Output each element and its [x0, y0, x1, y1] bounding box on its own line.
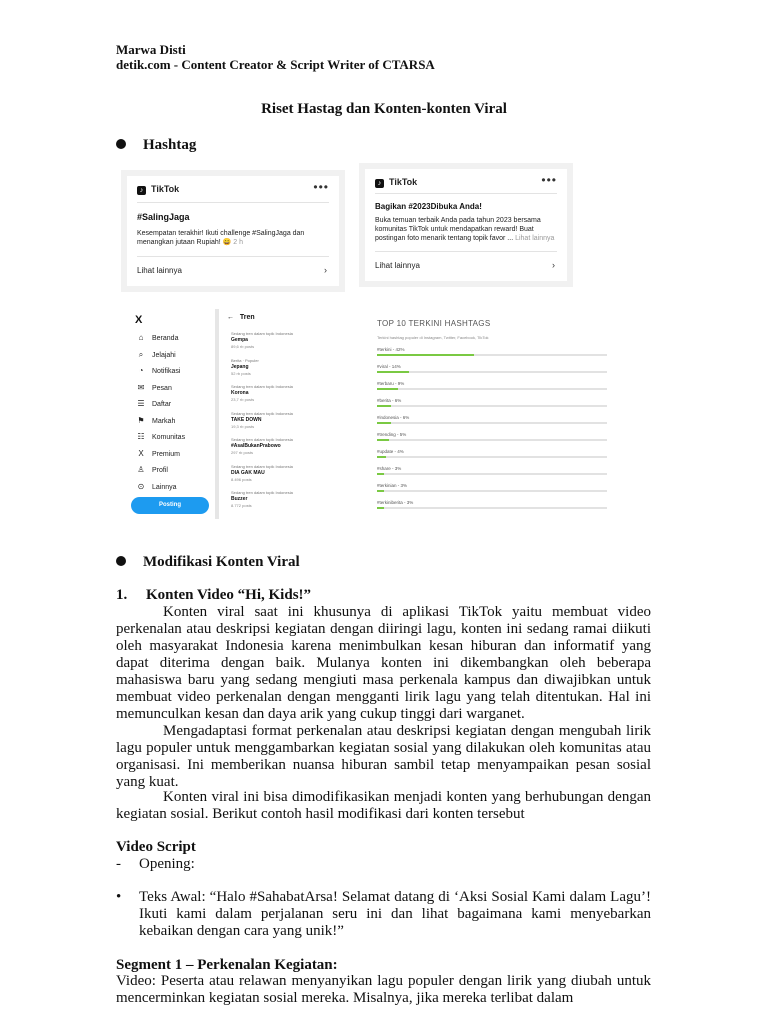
section-hashtag — [116, 137, 196, 154]
x-nav-item — [137, 482, 177, 491]
teks-awal: Teks Awal: “Halo #SahabatArsa! Selamat datang di ‘Aksi Sosial Kami dalam Lagu’! Ikuti kami dalam perjalanan seru ini dan lihat bagaimana kami menyebarkan kebaikan dengan cara yang unik!” — [139, 889, 651, 939]
chart-bar-label: #share - 3% — [377, 466, 402, 471]
tiktok-app-name: TikTok — [151, 184, 180, 194]
x-nav-item — [137, 399, 171, 408]
trend-header-label: Tren — [239, 314, 255, 321]
tiktok-logo-icon: ♪ — [137, 186, 146, 195]
video-script-heading: Video Script — [116, 839, 196, 855]
paragraph-1: Konten viral saat ini khusunya di aplikasi TikTok yaitu membuat video perkenalan atau deskripsi kegiatan dengan diiringi lagu, konten ini sedang ramai diikuti oleh masyarakat Indonesia karena menimbulkan kesan hiburan dan informatif yang dapat diterima dengan baik. Mulanya konten ini dikembangkan oleh beberapa mahasiswa baru yang sedang mengiuti masa perkenala kampus dan diwajibkan untuk membuat video perkenalan dengan mengganti lirik lagu yang telah ditentukan. Hal ini memunculkan kesan dan daya arik yang cukup tinggi dari warganet. — [116, 604, 651, 722]
x-post-button: Posting — [131, 497, 209, 514]
nav-icon: ◔ — [138, 366, 144, 375]
nav-label: Notifikasi — [152, 368, 181, 375]
x-nav-item — [137, 383, 172, 392]
nav-icon: ⊙ — [137, 481, 145, 491]
chart-bar-label: #berita - 6% — [377, 398, 402, 403]
section-modifikasi-label: Modifikasi Konten Viral — [143, 554, 300, 570]
nav-label: Pesan — [152, 384, 172, 392]
nav-label: Jelajahi — [152, 351, 176, 359]
more-options-icon: ••• — [541, 173, 557, 187]
chart-bar — [377, 456, 386, 458]
trend-category: Berita · Populer — [231, 357, 259, 363]
more-options-icon: ••• — [313, 180, 329, 194]
divider — [375, 193, 557, 194]
paragraph-2: Mengadaptasi format perkenalan atau deskripsi kegiatan dengan mengubah lirik lagu populer untuk menggambarkan kegiatan sosial yang dilakukan oleh komunitas atau organisasi. Ini memberikan nuansa hiburan sambil tetap menyampaikan pesan sosial yang kuat. — [116, 723, 651, 790]
chart-bar-track — [377, 422, 607, 424]
trend-category: Sedang tren dalam topik Indonesia — [231, 437, 293, 442]
chart-bar-row — [377, 466, 607, 475]
nav-label: Lainnya — [152, 483, 177, 491]
trend-name: TAKE DOWN — [231, 416, 262, 423]
chart-bar-row — [377, 449, 607, 458]
nav-icon: ☰ — [137, 399, 145, 408]
tiktok-description — [137, 229, 304, 247]
trend-count: 89,6 rb posts — [231, 344, 255, 349]
trend-header — [227, 314, 255, 321]
x-nav-item — [137, 416, 175, 425]
trend-category: Sedang tren dalam topik Indonesia — [231, 384, 293, 389]
trend-category: Sedang tren dalam topik Indonesia — [231, 410, 293, 416]
chart-bar — [377, 490, 384, 492]
nav-label: Daftar — [152, 401, 172, 408]
chart-title: TOP 10 TERKINI HASHTAGS — [377, 319, 491, 328]
chart-bar — [377, 473, 384, 475]
trend-count: 8.496 posts — [231, 476, 252, 482]
bullet-icon — [116, 139, 126, 149]
nav-label: Profil — [152, 467, 168, 474]
trend-name: DIA GAK MAU — [231, 469, 265, 476]
grin-emoji-icon: 😄 — [222, 239, 232, 246]
nav-icon: X — [138, 448, 144, 458]
author-name: Marwa Disti — [116, 42, 186, 57]
chart-bar-track — [377, 354, 607, 356]
chart-bar-track — [377, 439, 607, 441]
chart-bar — [377, 371, 409, 373]
chevron-right-icon: › — [324, 265, 327, 275]
chart-bar-row — [377, 483, 607, 492]
x-nav-item — [137, 366, 180, 375]
chart-bar-track — [377, 405, 607, 407]
nav-label: Komunitas — [152, 434, 186, 441]
chart-bar-track — [377, 388, 607, 390]
nav-icon: ♙ — [137, 465, 145, 474]
tiktok-card-saling-jaga — [127, 176, 339, 286]
scrollbar — [215, 309, 219, 519]
trend-category: Sedang tren dalam topik Indonesia — [231, 331, 293, 336]
tiktok-time: 2 h — [233, 239, 244, 246]
chevron-right-icon: › — [552, 260, 555, 270]
chart-bar — [377, 354, 474, 356]
trend-name: #AsalBukanPrabowo — [231, 443, 281, 449]
trend-name: Jepang — [231, 363, 249, 370]
chart-bar — [377, 422, 391, 424]
opening-dash: - — [116, 856, 121, 872]
segment-1-heading: Segment 1 – Perkenalan Kegiatan: — [116, 957, 338, 973]
chart-subtitle: Terkini hashtag populer di Instagram, Twitter, Facebook, TikTok — [377, 335, 489, 340]
tiktok-inline-more: Lihat lainnya — [515, 235, 555, 242]
chart-bar-row — [377, 381, 607, 390]
trend-category: Sedang tren dalam topik Indonesia — [231, 463, 293, 469]
chart-bar-label: #terkiniberita - 3% — [377, 500, 414, 505]
divider — [137, 256, 329, 257]
item-1-heading: 1. Konten Video “Hi, Kids!” — [116, 587, 312, 603]
chart-bar-track — [377, 473, 607, 475]
trend-count: 297 rb posts — [231, 450, 254, 455]
tiktok-card-header — [375, 177, 417, 188]
divider — [375, 251, 557, 252]
chart-bar-label: #update - 4% — [377, 449, 404, 454]
x-nav-item — [137, 465, 168, 474]
x-nav-item — [137, 350, 176, 360]
tiktok-hashtag: #SalingJaga — [137, 212, 190, 222]
tiktok-desc-text: menangkan jutaan Rupiah! — [137, 239, 221, 246]
nav-label: Markah — [152, 417, 176, 425]
chart-bar-label: #viral - 14% — [377, 364, 401, 369]
trend-category: Sedang tren dalam topik Indonesia — [231, 490, 293, 495]
nav-label: Beranda — [152, 335, 179, 342]
see-more-link: Lihat lainnya — [375, 261, 420, 270]
back-arrow-icon: ← — [227, 314, 234, 321]
trend-count: 23,7 rb posts — [231, 397, 255, 402]
see-more-link: Lihat lainnya — [137, 266, 182, 275]
chart-bar — [377, 405, 391, 407]
segment-1-text: Video: Peserta atau relawan menyanyikan lagu populer dengan lirik yang diubah untuk mencerminkan kegiatan sosial mereka. Misalnya, jika mereka terlibat dalam — [116, 973, 651, 1006]
chart-bar-row — [377, 347, 607, 356]
chart-bar-row — [377, 500, 607, 509]
tiktok-desc-line — [137, 238, 304, 247]
x-trends-screenshot — [127, 309, 307, 519]
x-nav-item — [137, 333, 178, 342]
tiktok-desc-line: Buka temuan terbaik Anda pada tahun 2023 bersama — [375, 217, 541, 224]
teks-awal-bullet: • — [116, 889, 122, 905]
nav-icon: ⚑ — [137, 415, 145, 425]
chart-bar-row — [377, 398, 607, 407]
tiktok-description — [375, 216, 554, 243]
trend-count: 52 rb posts — [231, 370, 251, 376]
chart-bar-track — [377, 456, 607, 458]
tiktok-card-2023-dibuka — [365, 169, 567, 281]
chart-bar-track — [377, 507, 607, 509]
trend-name: Korona — [231, 390, 249, 396]
nav-label: Premium — [152, 450, 181, 458]
divider — [137, 202, 329, 203]
tiktok-desc-text: postingan foto menarik tentang topik favor ... — [375, 235, 514, 242]
x-logo-icon: X — [135, 314, 143, 326]
section-hashtag-label: Hashtag — [143, 137, 197, 153]
bullet-icon — [116, 556, 126, 566]
chart-bar-label: #trending - 5% — [377, 432, 407, 437]
tiktok-logo-icon: ♪ — [375, 179, 384, 188]
opening-label: Opening: — [139, 856, 195, 872]
document-title: Riset Hastag dan Konten-konten Viral — [261, 101, 507, 117]
chart-bar-row — [377, 364, 607, 373]
nav-icon: ⌕ — [138, 349, 144, 359]
chart-bar-track — [377, 371, 607, 373]
x-nav-item — [137, 432, 185, 441]
chart-bar-track — [377, 490, 607, 492]
chart-bar-label: #terkinian - 3% — [377, 483, 408, 488]
tiktok-hashtag: Bagikan #2023Dibuka Anda! — [375, 202, 482, 211]
chart-bar — [377, 439, 389, 441]
x-nav-item — [137, 449, 180, 458]
chart-bar-label: #terkini - 42% — [377, 347, 405, 352]
tiktok-desc-line: Kesempatan terakhir! Ikuti challenge #SalingJaga dan — [137, 230, 305, 237]
author-block — [116, 42, 435, 72]
section-modifikasi — [116, 554, 300, 571]
paragraph-3: Konten viral ini bisa dimodifikasikan menjadi konten yang berhubungan dengan kegiatan sosial. Berikut contoh hasil modifikasi dari konten tersebut — [116, 789, 651, 822]
chart-bar-label: #terbaru - 9% — [377, 381, 405, 386]
tiktok-app-name: TikTok — [389, 177, 418, 187]
chart-bar — [377, 507, 384, 509]
tiktok-desc-line — [375, 234, 554, 243]
chart-bar-row — [377, 432, 607, 441]
chart-bar-label: #indonesia - 6% — [377, 415, 410, 420]
top-hashtags-chart — [365, 309, 619, 518]
chart-bar-row — [377, 415, 607, 424]
trend-name: Gempa — [231, 337, 248, 343]
nav-icon: ⌂ — [138, 333, 144, 342]
trend-name: Buzzer — [231, 496, 248, 502]
nav-icon: ☷ — [137, 432, 145, 441]
trend-count: 19,3 rb posts — [231, 423, 255, 429]
tiktok-desc-line: komunitas TikTok untuk mendapatkan reward! Buat — [375, 226, 534, 233]
trend-count: 8.772 posts — [231, 503, 252, 508]
nav-icon: ✉ — [137, 382, 145, 392]
chart-bar — [377, 388, 398, 390]
author-affiliation: detik.com - Content Creator & Script Writer of CTARSA — [116, 57, 435, 72]
tiktok-card-header — [137, 184, 179, 195]
